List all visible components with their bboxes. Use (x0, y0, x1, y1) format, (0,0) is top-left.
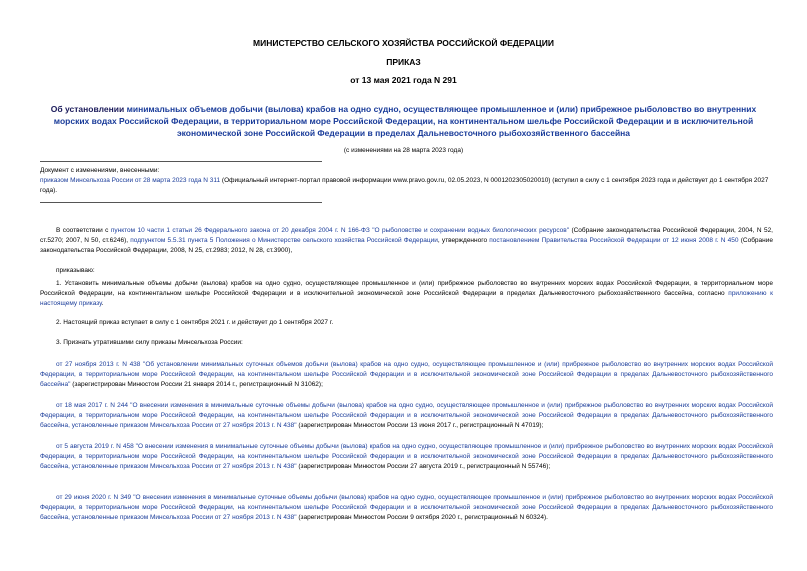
item-3-paragraph: 3. Признать утратившими силу приказы Минсельхоза России: (56, 339, 243, 346)
repealed-order-4 (40, 493, 773, 523)
changes-details: (Официальный интернет-портал правовой информации www.pravo.gov.ru, 02.05.2023, N 0001202305020010) (вступил в силу с 1 сентября 2023 года и действует до 1 сентября 2027 года). (40, 177, 769, 194)
divider-bottom (40, 202, 322, 203)
changes-label: Документ с изменениями, внесенными: (40, 167, 160, 174)
preamble-text-3: , утвержденного (437, 237, 490, 244)
title-prefix: Об установлении (50, 104, 127, 114)
title-link[interactable]: минимальных объемов добычи (вылова) крабов на одно судно, осуществляющее промышленное и (или) прибрежное рыболовство во внутренних морских водах Российской Федерации, в территориальном море Российской Федерации, на континентальном шельфе Российской Федерации и в исключительной экономической зоне Российской Федерации в пределах Дальневосточного рыбохозяйственного бассейна (53, 104, 757, 138)
repealed-order-3-registration: (зарегистрирован Минюстом России 27 августа 2019 г., регистрационный N 55746); (296, 463, 551, 470)
repealed-order-4-base-link[interactable]: приказом Минсельхоза России от 27 ноября 2013 г. N 438" (119, 514, 297, 521)
repealed-order-1-registration: (зарегистрирован Минюстом России 21 января 2014 г., регистрационный N 31062); (70, 381, 323, 388)
repealed-order-4-link[interactable]: от 29 июня 2020 г. N 349 "О внесении изменения в минимальные суточные объемы добычи (вылова) крабов на одно судно, осуществляющее промышленное и (или) прибрежное рыболовство во внутренних морских водах Российской Федерации, в территориальном море Российской Федерации, на континентальном шельфе Российской Федерации и в исключительной экономической зоне Российской Федерации в пределах Дальневосточного рыбохозяйственного бассейна, установленные (40, 494, 773, 521)
item-1-text: 1. Установить минимальные объемы добычи (вылова) крабов на одно судно, осуществляющее промышленное и (или) прибрежное рыболовство во внутренних морских водах Российской Федерации, в территориальном море Российской Федерации, на континентальном шельфе Российской Федерации и в исключительной экономической зоне Российской Федерации в пределах Дальневосточного рыбохозяйственного бассейна, согласно (40, 280, 773, 297)
item-1-paragraph (40, 279, 773, 309)
repealed-order-3-base-link[interactable]: приказом Минсельхоза России от 27 ноября 2013 г. N 438" (119, 463, 297, 470)
preamble-paragraph (40, 226, 773, 256)
repealed-order-2-registration: (зарегистрирован Минюстом России 13 июня 2017 г., регистрационный N 47019); (296, 422, 544, 429)
document-type: ПРИКАЗ (386, 57, 421, 67)
repealed-order-3 (40, 442, 773, 472)
amending-order-link[interactable]: приказом Минсельхоза России от 28 марта 2023 года N 311 (40, 177, 221, 184)
preamble-text-1: В соответствии с (56, 227, 111, 234)
item-1-end: . (101, 300, 104, 307)
repealed-order-1-link[interactable]: от 27 ноября 2013 г. N 438 "Об установлении минимальных суточных объемов добычи (вылова) крабов на одно судно, осуществляющее промышленное и (или) прибрежное рыболовство во внутренних морских водах Российской Федерации, в территориальном море Российской Федерации, на континентальном шельфе Российской Федерации и в исключительной экономической зоне Российской Федерации в пределах Дальневосточного рыбохозяйственного бассейна" (40, 361, 773, 388)
divider-top (40, 161, 322, 162)
item-2-paragraph: 2. Настоящий приказ вступает в силу с 1 сентября 2021 г. и действует до 1 сентября 2027 г. (56, 319, 334, 326)
repealed-order-2 (40, 401, 773, 431)
document-date-number: от 13 мая 2021 года N 291 (350, 75, 457, 85)
federal-law-link[interactable]: пунктом 10 части 1 статьи 26 Федерального закона от 20 декабря 2004 г. N 166-ФЗ "О рыболовстве и сохранении водных биологических ресурсов" (110, 227, 570, 234)
repealed-order-3-link[interactable]: от 5 августа 2019 г. N 458 "О внесении изменения в минимальные суточные объемы добычи (вылова) крабов на одно судно, осуществляющее промышленное и (или) прибрежное рыболовство во внутренних морских водах Российской Федерации, в территориальном море Российской Федерации, на континентальном шельфе Российской Федерации и в исключительной экономической зоне Российской Федерации в пределах Дальневосточного рыбохозяйственного бассейна, установленные (40, 443, 773, 470)
repealed-order-2-base-link[interactable]: приказом Минсельхоза России от 27 ноября 2013 г. N 438" (119, 422, 297, 429)
preamble-text-2: (Собрание законодательства Российской Федерации, 2004, N 52, ст.5270; 2007, N 50, ст.6246), (40, 227, 773, 244)
government-decree-link[interactable]: постановлением Правительства Российской Федерации от 12 июня 2008 г. N 450 (489, 237, 739, 244)
revision-note: (с изменениями на 28 марта 2023 года) (343, 147, 464, 154)
order-word: приказываю: (56, 267, 95, 274)
preamble-text-4: (Собрание законодательства Российской Федерации, 2008, N 25, ст.2983; 2012, N 28, ст.3900), (40, 237, 773, 254)
ministry-name: МИНИСТЕРСТВО СЕЛЬСКОГО ХОЗЯЙСТВА РОССИЙСКОЙ ФЕДЕРАЦИИ (253, 38, 554, 48)
repealed-order-1 (40, 360, 773, 390)
changes-block (40, 166, 773, 196)
regulation-link[interactable]: подпунктом 5.5.31 пункта 5 Положения о Министерстве сельского хозяйства Российской Федерации (130, 237, 438, 244)
document-title (40, 103, 767, 139)
appendix-link[interactable]: приложению к настоящему приказу (40, 290, 773, 307)
repealed-order-2-link[interactable]: от 18 мая 2017 г. N 244 "О внесении изменения в минимальные суточные объемы добычи (вылова) крабов на одно судно, осуществляющее промышленное и (или) прибрежное рыболовство во внутренних морских водах Российской Федерации, в территориальном море Российской Федерации, на континентальном шельфе Российской Федерации и в исключительной экономической зоне Российской Федерации в пределах Дальневосточного рыбохозяйственного бассейна, установленные (40, 402, 773, 429)
repealed-order-4-registration: (зарегистрирован Минюстом России 9 октября 2020 г., регистрационный N 60324). (296, 514, 548, 521)
